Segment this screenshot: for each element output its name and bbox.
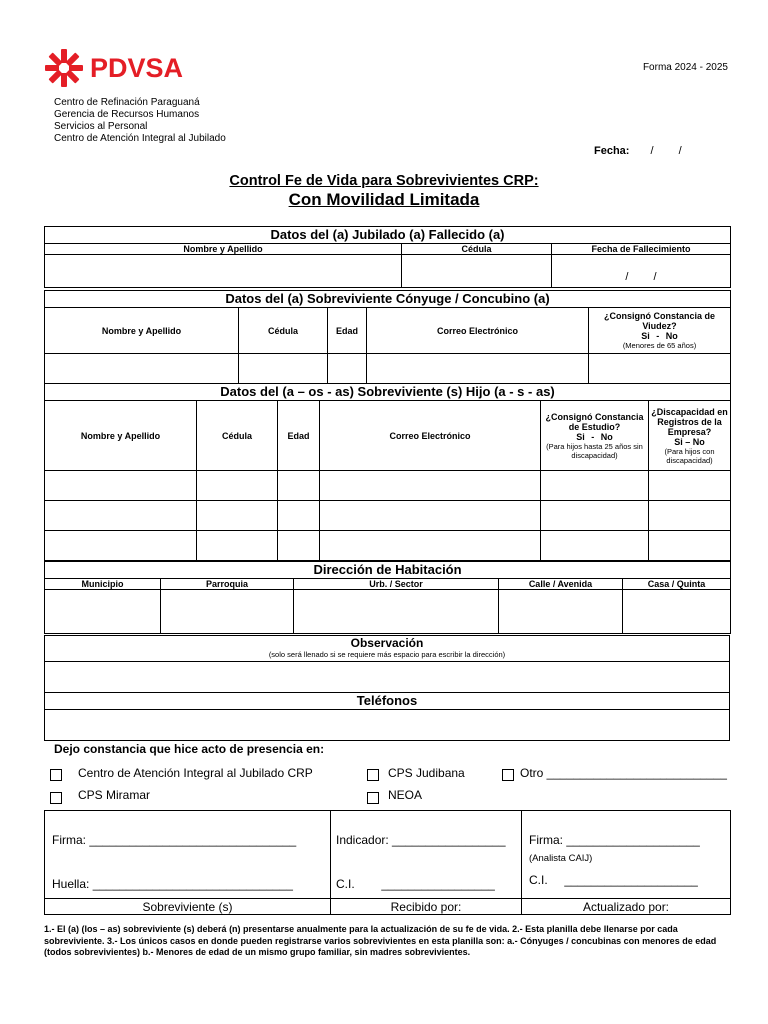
org-line: Servicios al Personal: [54, 121, 148, 132]
input-cell[interactable]: [45, 501, 197, 531]
input-cell[interactable]: [45, 354, 239, 384]
col-header: Cédula: [197, 401, 278, 471]
consigno-question: ¿Consignó Constancia de Viudez?: [604, 311, 716, 331]
date-field[interactable]: [594, 145, 682, 157]
col-header: Calle / Avenida: [499, 579, 623, 590]
checkbox-caij[interactable]: [50, 769, 62, 781]
input-cell[interactable]: [623, 590, 731, 634]
col-header: Edad: [278, 401, 320, 471]
option-label: CPS Judibana: [388, 766, 465, 780]
input-cell[interactable]: [294, 590, 499, 634]
table-row: [45, 531, 731, 561]
input-cell[interactable]: [278, 501, 320, 531]
observacion-table: [44, 635, 730, 693]
form-subtitle: Con Movilidad Limitada: [288, 190, 480, 209]
col-header: Correo Electrónico: [367, 308, 589, 354]
note: (solo será llenado si se requiere más espacio para escribir la dirección): [268, 649, 506, 659]
input-cell[interactable]: [239, 354, 328, 384]
input-cell[interactable]: [45, 662, 730, 693]
section-title: Observación: [350, 635, 424, 650]
input-cell[interactable]: [367, 354, 589, 384]
input-cell[interactable]: [278, 471, 320, 501]
analista-label: (Analista CAIJ): [529, 853, 593, 864]
input-cell[interactable]: [45, 590, 161, 634]
form-version: Forma 2024 - 2025: [642, 62, 728, 73]
input-cell[interactable]: [45, 255, 402, 288]
hijos-table: [44, 383, 731, 561]
input-cell[interactable]: [320, 501, 541, 531]
note: (Para hijos hasta 25 años sin discapacidad): [546, 441, 643, 460]
ci-line: C.I. _________________: [336, 877, 495, 891]
pdvsa-logo: [44, 44, 194, 92]
indicador-line: Indicador: _________________: [336, 833, 506, 847]
input-cell[interactable]: [278, 531, 320, 561]
sobreviviente-firma-cell[interactable]: [45, 811, 331, 899]
col-header: Nombre y Apellido: [45, 308, 239, 354]
si-no: Si - No: [641, 331, 678, 341]
table-row: [45, 501, 731, 531]
col-header: Nombre y Apellido: [45, 401, 197, 471]
input-cell[interactable]: [45, 471, 197, 501]
input-cell[interactable]: [328, 354, 367, 384]
col-header: Casa / Quinta: [623, 579, 731, 590]
date-slashes: / /: [625, 271, 657, 283]
input-cell[interactable]: [320, 531, 541, 561]
checkbox-cps-miramar[interactable]: [50, 792, 62, 804]
input-cell[interactable]: [45, 531, 197, 561]
presencia-title: Dejo constancia que hice acto de presencia en:: [54, 742, 325, 756]
firma-line: Firma: ____________________: [529, 833, 700, 847]
si-no: Si – No: [674, 436, 705, 447]
discap-question: ¿Discapacidad en Registros de la Empresa?: [651, 406, 728, 437]
input-cell[interactable]: [499, 590, 623, 634]
jubilado-table: [44, 226, 731, 288]
direccion-table: [44, 561, 731, 634]
firmas-table: [44, 810, 731, 915]
input-cell[interactable]: [45, 710, 730, 741]
actualizado-cell[interactable]: [522, 811, 731, 899]
si-no: Si - No: [576, 431, 613, 442]
section-title: Datos del (a) Sobreviviente Cónyuge / Concubino (a): [45, 291, 731, 308]
footer-label: Actualizado por:: [522, 899, 731, 915]
recibido-cell[interactable]: [331, 811, 522, 899]
table-row: [45, 471, 731, 501]
input-cell[interactable]: [589, 354, 731, 384]
input-cell[interactable]: [552, 255, 731, 288]
firma-line: Firma: _______________________________: [52, 833, 297, 847]
footnotes: 1.- El (a) (los – as) sobreviviente (s) deberá (n) presentarse anualmente para la actualización de su fe de vida. 2.- Esta planilla debe llenarse por cada sobreviviente. 3.- Los únicos casos en donde pueden registrarse varios sobrevivientes en esta planilla son: a.- Cónyuges / concubinas con menores de edad (todos sobrevivientes) b.- Menores de edad de un mismo grupo familiar, sin madres sobrevivientes.: [44, 924, 717, 957]
input-cell[interactable]: [649, 471, 731, 501]
option-label: CPS Miramar: [78, 788, 151, 802]
input-cell[interactable]: [649, 531, 731, 561]
col-header: Correo Electrónico: [320, 401, 541, 471]
input-cell[interactable]: [197, 531, 278, 561]
section-title: Datos del (a) Jubilado (a) Fallecido (a): [45, 227, 731, 244]
option-label: Centro de Atención Integral al Jubilado CRP: [78, 766, 313, 780]
col-header: [541, 401, 649, 471]
col-header: Cédula: [239, 308, 328, 354]
input-cell[interactable]: [541, 531, 649, 561]
col-header: [649, 401, 731, 471]
col-header: Edad: [328, 308, 367, 354]
input-cell[interactable]: [197, 501, 278, 531]
col-header: Municipio: [45, 579, 161, 590]
huella-line: Huella: ______________________________: [52, 877, 293, 891]
footer-label: Recibido por:: [331, 899, 522, 915]
org-line: Centro de Refinación Paraguaná: [54, 97, 200, 108]
logo-text: PDVSA: [90, 53, 184, 83]
section-title: Teléfonos: [45, 693, 730, 710]
observacion-header: [45, 636, 730, 662]
pdvsa-sun-icon: [44, 48, 84, 88]
telefonos-table: [44, 692, 730, 741]
date-label: Fecha:: [594, 145, 630, 157]
input-cell[interactable]: [541, 501, 649, 531]
section-title: Dirección de Habitación: [45, 562, 731, 579]
option-label: NEOA: [388, 788, 423, 802]
ci-line: C.I. ____________________: [529, 873, 698, 887]
checkbox-cps-judibana[interactable]: [367, 769, 379, 781]
col-header: Parroquia: [161, 579, 294, 590]
estudio-question: ¿Consignó Constancia de Estudio?: [545, 411, 644, 432]
footer-label: Sobreviviente (s): [45, 899, 331, 915]
input-cell[interactable]: [197, 471, 278, 501]
form-title: Control Fe de Vida para Sobrevivientes CRP:: [229, 173, 539, 189]
conyuge-table: [44, 290, 731, 384]
org-line: Centro de Atención Integral al Jubilado: [54, 133, 226, 144]
col-header: [589, 308, 731, 354]
input-cell[interactable]: [161, 590, 294, 634]
col-header: Cédula: [402, 244, 552, 255]
org-line: Gerencia de Recursos Humanos: [54, 109, 200, 120]
checkbox-neoa[interactable]: [367, 792, 379, 804]
col-header: Fecha de Fallecimiento: [552, 244, 731, 255]
input-cell[interactable]: [541, 471, 649, 501]
input-cell[interactable]: [402, 255, 552, 288]
option-label: Otro ___________________________: [520, 766, 727, 780]
date-value: / /: [650, 145, 682, 157]
input-cell[interactable]: [649, 501, 731, 531]
note: (Menores de 65 años): [622, 341, 697, 350]
organization-block: [54, 97, 226, 145]
input-cell[interactable]: [320, 471, 541, 501]
col-header: Urb. / Sector: [294, 579, 499, 590]
col-header: Nombre y Apellido: [45, 244, 402, 255]
checkbox-otro[interactable]: [502, 769, 514, 781]
note: (Para hijos con discapacidad): [664, 446, 715, 465]
section-title: Datos del (a – os - as) Sobreviviente (s) Hijo (a - s - as): [45, 384, 731, 401]
